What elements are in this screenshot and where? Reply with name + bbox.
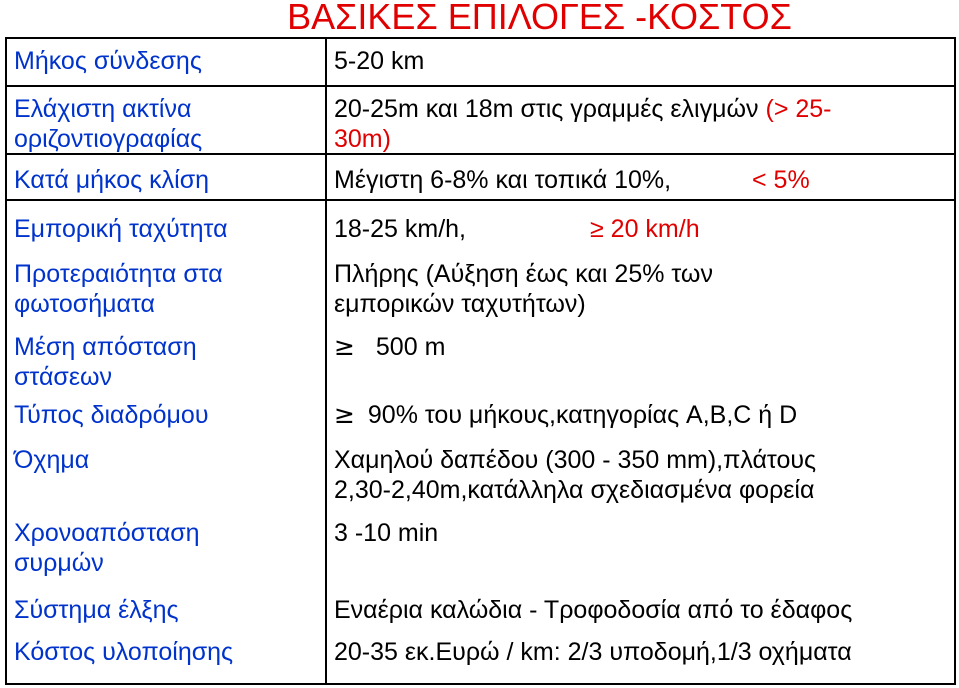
- row-value: 3 -10 min: [334, 519, 439, 547]
- value-highlight: 30m): [334, 125, 391, 153]
- greater-equal-icon: ≥: [334, 332, 355, 361]
- row-divider: [7, 85, 954, 87]
- row-label: Κατά μήκος κλίση: [14, 166, 210, 194]
- specs-table: [5, 37, 956, 685]
- row-label: Κόστος υλοποίησης: [14, 638, 234, 666]
- row-value: [334, 94, 832, 124]
- row-label: Χρονοαπόσταση: [14, 519, 200, 547]
- row-label: Σύστημα έλξης: [14, 596, 179, 624]
- row-value: 20-35 εκ.Ευρώ / km: 2/3 υποδομή,1/3 οχήματα: [334, 638, 852, 666]
- value-text: 20-25m και 18m στις γραμμές ελιγμών: [334, 95, 759, 123]
- value-text: 90% του μήκους,κατηγορίας A,B,C ή D: [367, 401, 798, 429]
- row-value: Πλήρης (Αύξηση έως και 25% των: [334, 260, 713, 288]
- row-label: Εμπορική ταχύτητα: [14, 215, 228, 243]
- row-label: φωτοσήματα: [14, 290, 155, 318]
- row-value: [334, 332, 445, 362]
- greater-equal-icon: ≥: [334, 400, 355, 429]
- row-label: Μήκος σύνδεσης: [14, 47, 202, 75]
- row-label: οριζοντιογραφίας: [14, 125, 203, 153]
- row-label: Ελάχιστη ακτίνα: [14, 95, 192, 123]
- value-highlight: (> 25-: [765, 95, 832, 123]
- row-label: Προτεραιότητα στα: [14, 260, 223, 288]
- slide-title: ΒΑΣΙΚΕΣ ΕΠΙΛΟΓΕΣ -ΚΟΣΤΟΣ: [287, 0, 792, 37]
- row-value: [334, 400, 797, 430]
- row-value: 2,30-2,40m,κατάλληλα σχεδιασμένα φορεία: [334, 476, 815, 504]
- value-highlight: ≥ 20 km/h: [590, 215, 700, 243]
- column-divider: [325, 39, 327, 683]
- row-divider: [7, 199, 954, 201]
- row-label: Μέση απόσταση: [14, 333, 197, 361]
- value-highlight: < 5%: [752, 166, 810, 194]
- row-value: εμπορικών ταχυτήτων): [334, 290, 586, 318]
- row-value: Εναέρια καλώδια - Τροφοδοσία από το έδαφος: [334, 596, 853, 624]
- row-label: Τύπος διαδρόμου: [14, 401, 209, 429]
- value-text: 500 m: [375, 333, 446, 361]
- row-label: στάσεων: [14, 363, 112, 391]
- row-label: Όχημα: [14, 446, 90, 474]
- row-value: Μέγιστη 6-8% και τοπικά 10%,: [334, 166, 672, 194]
- row-value: Χαμηλού δαπέδου (300 - 350 mm),πλάτους: [334, 446, 817, 474]
- row-value: 5-20 km: [334, 47, 425, 75]
- row-label: συρμών: [14, 549, 104, 577]
- row-value: 18-25 km/h,: [334, 215, 467, 243]
